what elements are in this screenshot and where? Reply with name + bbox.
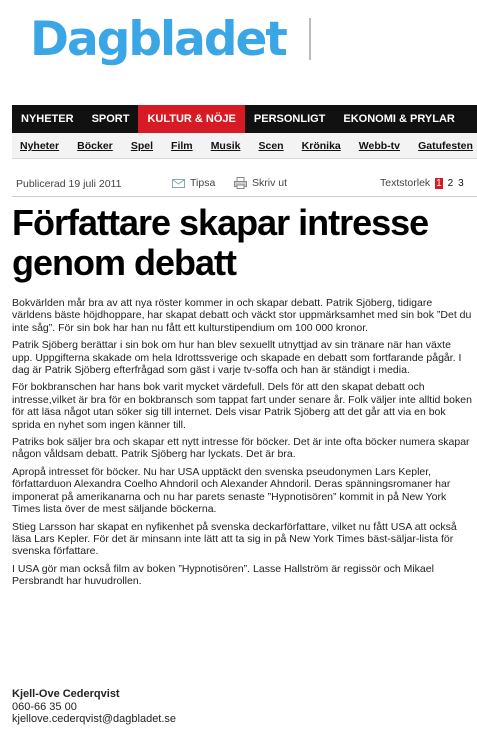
sub-nav-bocker[interactable]: Böcker [77, 140, 113, 152]
author-phone: 060-66 35 00 [12, 700, 77, 713]
article-paragraph: I USA gör man också film av boken ”Hypnotisören”. Lasse Hallström är regissör och Mikael Persbrandt har huvudrollen. [12, 562, 434, 588]
sub-nav-gatufesten[interactable]: Gatufesten [418, 140, 473, 152]
main-nav-sport[interactable]: SPORT [91, 113, 130, 125]
sub-nav [12, 133, 477, 159]
tipsa-label: Tipsa [190, 177, 216, 189]
print-button[interactable] [234, 177, 287, 189]
text-size-label: Textstorlek [380, 177, 431, 189]
article-body [12, 297, 472, 593]
print-label: Skriv ut [252, 177, 288, 189]
article-paragraph: Patrik Sjöberg berättar i sin bok om hur han blev sexuellt utnyttjad av sin tränare när han växte upp. Uppgifterna skakade om hela Idrottssverige och skapade en debatt som fortfarande pågår. I dag är Patrik Sjöberg efterfrågad som gäst i varje tv-soffa och han är ständigt i media. [12, 339, 462, 377]
text-size-control [380, 177, 464, 189]
article-paragraph: För bokbranschen har hans bok varit mycket värdefull. Dels för att den skapat debatt och intresse,vilket är bra för en bokbransch som tappat fart under senare år. Folk väljer inte alltid boken för att läsa något utan söker sig till internet. Dels visar Patrik Sjöberg att det går att via en bok sprida en nyhet som ingen känner till. [12, 381, 472, 431]
text-size-1[interactable]: 1 [436, 178, 442, 189]
publish-date: Publicerad 19 juli 2011 [16, 178, 122, 190]
article-toolbar [12, 174, 477, 197]
sub-nav-webb-tv[interactable]: Webb-tv [358, 140, 401, 152]
sub-nav-musik[interactable]: Musik [210, 140, 241, 152]
article-paragraph: Apropå intresset för böcker. Nu har USA upptäckt den svenska pseudonymen Lars Kepler, författarduon Alexandra Coelho Ahndoril och Alexander Ahndoril. Deras spänningsromaner har imponerat på amerikanarna och nu har parets senaste ”Hypnotisören” kommit in på New York Times lista över de mest säljande böckerna. [12, 465, 451, 516]
main-nav-personligt[interactable]: PERSONLIGT [253, 113, 326, 125]
article-paragraph: Stieg Larsson har skapat en nyfikenhet på svenska deckarförfattare, vilket nu fått USA att också läsa Lars Kepler. För det är minsann inte lätt att ta sig in på New York Times bäst-säljar-lista för svenska författare. [12, 520, 457, 558]
printer-icon [234, 177, 247, 189]
article-paragraph: Bokvärlden mår bra av att nya röster kommer in och skapar debatt. Patrik Sjöberg, tidigare världens bäste höjdhoppare, har skapat debatt och väckt stor uppmärksamhet med sin bok ”Det du inte såg”. För sin bok har han nu fått ett kulturstipendium om 100 000 kronor. [12, 297, 472, 334]
author-email[interactable]: kjellove.cederqvist@dagbladet.se [12, 713, 177, 725]
article-headline: Författare skapar intresse genom debatt [12, 202, 429, 283]
tipsa-button[interactable] [172, 177, 215, 189]
main-nav [12, 105, 477, 133]
sub-nav-kronika[interactable]: Krönika [301, 140, 341, 152]
text-size-2[interactable]: 2 [447, 178, 454, 189]
sub-nav-nyheter[interactable]: Nyheter [20, 140, 60, 152]
article-paragraph: Patriks bok säljer bra och skapar ett nytt intresse för böcker. Det är inte ofta böcker numera skapar någon våldsam debatt. Patrik Sjöberg har lyckats. Det är bra. [12, 436, 470, 461]
main-nav-nyheter[interactable]: NYHETER [21, 113, 74, 125]
sub-nav-film[interactable]: Film [171, 140, 193, 152]
mail-icon [172, 178, 185, 189]
main-nav-ekonomi-prylar[interactable]: EKONOMI & PRYLAR [343, 113, 455, 125]
author-name: Kjell-Ove Cederqvist [12, 688, 120, 700]
main-nav-kultur-noje[interactable]: KULTUR & NÖJE [138, 105, 244, 133]
site-logo[interactable]: Dagbladet [30, 12, 286, 67]
text-size-3[interactable]: 3 [458, 178, 464, 189]
sub-nav-spel[interactable]: Spel [130, 140, 153, 152]
sub-nav-scen[interactable]: Scen [258, 140, 284, 152]
author-block [12, 688, 176, 726]
logo-divider [309, 18, 311, 60]
